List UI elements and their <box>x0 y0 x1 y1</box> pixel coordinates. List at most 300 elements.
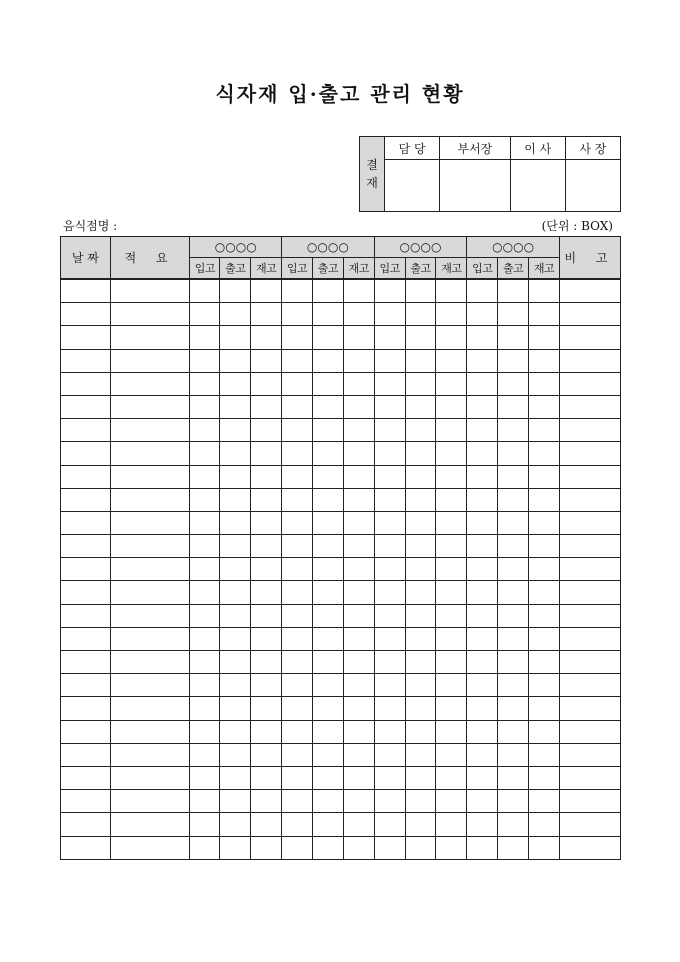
table-cell[interactable] <box>251 697 282 720</box>
table-cell[interactable] <box>61 651 111 674</box>
table-cell[interactable] <box>282 743 313 766</box>
table-cell[interactable] <box>220 465 251 488</box>
table-cell[interactable] <box>190 419 220 442</box>
table-cell[interactable] <box>374 674 405 697</box>
table-cell[interactable] <box>61 720 111 743</box>
table-cell[interactable] <box>312 372 343 395</box>
table-cell[interactable] <box>498 697 529 720</box>
table-cell[interactable] <box>498 720 529 743</box>
table-cell[interactable] <box>405 372 436 395</box>
table-cell[interactable] <box>312 790 343 813</box>
table-cell[interactable] <box>529 836 560 859</box>
table-cell[interactable] <box>190 627 220 650</box>
table-cell[interactable] <box>343 627 374 650</box>
table-cell[interactable] <box>110 511 190 534</box>
table-cell[interactable] <box>190 581 220 604</box>
table-cell[interactable] <box>110 743 190 766</box>
table-cell[interactable] <box>110 535 190 558</box>
signature-cell[interactable] <box>385 160 440 212</box>
table-cell[interactable] <box>559 372 620 395</box>
table-cell[interactable] <box>467 651 498 674</box>
table-cell[interactable] <box>498 558 529 581</box>
table-cell[interactable] <box>405 395 436 418</box>
table-cell[interactable] <box>190 442 220 465</box>
table-cell[interactable] <box>374 395 405 418</box>
table-cell[interactable] <box>405 720 436 743</box>
table-cell[interactable] <box>220 836 251 859</box>
table-cell[interactable] <box>282 697 313 720</box>
table-cell[interactable] <box>312 697 343 720</box>
table-cell[interactable] <box>498 813 529 836</box>
table-cell[interactable] <box>405 303 436 326</box>
table-cell[interactable] <box>374 627 405 650</box>
table-cell[interactable] <box>529 303 560 326</box>
table-cell[interactable] <box>282 836 313 859</box>
table-cell[interactable] <box>251 349 282 372</box>
table-cell[interactable] <box>529 674 560 697</box>
table-cell[interactable] <box>467 419 498 442</box>
table-cell[interactable] <box>343 488 374 511</box>
table-cell[interactable] <box>61 790 111 813</box>
table-cell[interactable] <box>559 836 620 859</box>
table-cell[interactable] <box>190 511 220 534</box>
table-cell[interactable] <box>220 372 251 395</box>
table-cell[interactable] <box>374 813 405 836</box>
table-cell[interactable] <box>498 326 529 349</box>
table-cell[interactable] <box>436 790 467 813</box>
table-cell[interactable] <box>436 535 467 558</box>
table-cell[interactable] <box>467 442 498 465</box>
table-cell[interactable] <box>529 372 560 395</box>
table-cell[interactable] <box>529 395 560 418</box>
table-cell[interactable] <box>251 604 282 627</box>
table-cell[interactable] <box>110 465 190 488</box>
table-cell[interactable] <box>251 558 282 581</box>
table-cell[interactable] <box>282 395 313 418</box>
table-cell[interactable] <box>498 303 529 326</box>
table-cell[interactable] <box>110 604 190 627</box>
table-cell[interactable] <box>312 303 343 326</box>
table-cell[interactable] <box>110 766 190 789</box>
table-cell[interactable] <box>110 720 190 743</box>
table-cell[interactable] <box>343 697 374 720</box>
table-cell[interactable] <box>282 349 313 372</box>
table-cell[interactable] <box>467 766 498 789</box>
table-cell[interactable] <box>405 326 436 349</box>
table-cell[interactable] <box>374 442 405 465</box>
table-cell[interactable] <box>343 790 374 813</box>
table-cell[interactable] <box>405 790 436 813</box>
table-cell[interactable] <box>61 349 111 372</box>
table-cell[interactable] <box>282 511 313 534</box>
table-cell[interactable] <box>498 465 529 488</box>
table-cell[interactable] <box>251 442 282 465</box>
table-cell[interactable] <box>220 651 251 674</box>
signature-cell[interactable] <box>440 160 510 212</box>
table-cell[interactable] <box>61 326 111 349</box>
table-cell[interactable] <box>467 627 498 650</box>
table-cell[interactable] <box>343 558 374 581</box>
table-cell[interactable] <box>282 720 313 743</box>
table-cell[interactable] <box>312 836 343 859</box>
table-cell[interactable] <box>110 279 190 303</box>
table-cell[interactable] <box>529 326 560 349</box>
table-cell[interactable] <box>374 349 405 372</box>
table-cell[interactable] <box>374 651 405 674</box>
table-cell[interactable] <box>405 674 436 697</box>
table-cell[interactable] <box>467 279 498 303</box>
table-cell[interactable] <box>282 279 313 303</box>
table-cell[interactable] <box>251 627 282 650</box>
table-cell[interactable] <box>110 627 190 650</box>
table-cell[interactable] <box>282 790 313 813</box>
table-cell[interactable] <box>529 558 560 581</box>
table-cell[interactable] <box>220 558 251 581</box>
table-cell[interactable] <box>282 535 313 558</box>
table-cell[interactable] <box>282 442 313 465</box>
table-cell[interactable] <box>559 697 620 720</box>
table-cell[interactable] <box>374 836 405 859</box>
table-cell[interactable] <box>190 395 220 418</box>
table-cell[interactable] <box>251 488 282 511</box>
table-cell[interactable] <box>251 813 282 836</box>
table-cell[interactable] <box>498 349 529 372</box>
table-cell[interactable] <box>405 349 436 372</box>
table-cell[interactable] <box>312 766 343 789</box>
table-cell[interactable] <box>110 488 190 511</box>
table-cell[interactable] <box>312 488 343 511</box>
table-cell[interactable] <box>436 651 467 674</box>
table-cell[interactable] <box>374 558 405 581</box>
table-cell[interactable] <box>498 836 529 859</box>
table-cell[interactable] <box>559 674 620 697</box>
table-cell[interactable] <box>436 743 467 766</box>
table-cell[interactable] <box>436 581 467 604</box>
table-cell[interactable] <box>374 581 405 604</box>
table-cell[interactable] <box>343 535 374 558</box>
table-cell[interactable] <box>282 813 313 836</box>
table-cell[interactable] <box>282 766 313 789</box>
table-cell[interactable] <box>529 349 560 372</box>
table-cell[interactable] <box>190 303 220 326</box>
table-cell[interactable] <box>529 720 560 743</box>
table-cell[interactable] <box>220 697 251 720</box>
table-cell[interactable] <box>498 488 529 511</box>
table-cell[interactable] <box>220 303 251 326</box>
table-cell[interactable] <box>467 535 498 558</box>
table-cell[interactable] <box>405 419 436 442</box>
table-cell[interactable] <box>405 743 436 766</box>
table-cell[interactable] <box>436 511 467 534</box>
table-cell[interactable] <box>498 651 529 674</box>
table-cell[interactable] <box>110 442 190 465</box>
table-cell[interactable] <box>467 465 498 488</box>
table-cell[interactable] <box>374 372 405 395</box>
table-cell[interactable] <box>190 720 220 743</box>
table-cell[interactable] <box>436 558 467 581</box>
table-cell[interactable] <box>220 766 251 789</box>
table-cell[interactable] <box>436 627 467 650</box>
table-cell[interactable] <box>61 395 111 418</box>
table-cell[interactable] <box>110 349 190 372</box>
table-cell[interactable] <box>529 442 560 465</box>
table-cell[interactable] <box>220 604 251 627</box>
table-cell[interactable] <box>251 279 282 303</box>
table-cell[interactable] <box>190 326 220 349</box>
table-cell[interactable] <box>312 651 343 674</box>
table-cell[interactable] <box>343 604 374 627</box>
table-cell[interactable] <box>343 442 374 465</box>
table-cell[interactable] <box>467 743 498 766</box>
table-cell[interactable] <box>498 419 529 442</box>
table-cell[interactable] <box>374 790 405 813</box>
table-cell[interactable] <box>190 465 220 488</box>
table-cell[interactable] <box>220 674 251 697</box>
table-cell[interactable] <box>312 279 343 303</box>
table-cell[interactable] <box>343 465 374 488</box>
table-cell[interactable] <box>559 581 620 604</box>
table-cell[interactable] <box>529 488 560 511</box>
table-cell[interactable] <box>312 442 343 465</box>
table-cell[interactable] <box>436 349 467 372</box>
table-cell[interactable] <box>374 535 405 558</box>
table-cell[interactable] <box>343 419 374 442</box>
table-cell[interactable] <box>436 326 467 349</box>
table-cell[interactable] <box>251 581 282 604</box>
table-cell[interactable] <box>312 813 343 836</box>
table-cell[interactable] <box>436 372 467 395</box>
table-cell[interactable] <box>61 697 111 720</box>
table-cell[interactable] <box>467 581 498 604</box>
table-cell[interactable] <box>251 419 282 442</box>
table-cell[interactable] <box>498 372 529 395</box>
table-cell[interactable] <box>559 511 620 534</box>
table-cell[interactable] <box>110 836 190 859</box>
table-cell[interactable] <box>374 511 405 534</box>
table-cell[interactable] <box>529 535 560 558</box>
table-cell[interactable] <box>374 465 405 488</box>
table-cell[interactable] <box>220 442 251 465</box>
table-cell[interactable] <box>405 581 436 604</box>
table-cell[interactable] <box>559 743 620 766</box>
table-cell[interactable] <box>405 836 436 859</box>
table-cell[interactable] <box>405 558 436 581</box>
table-cell[interactable] <box>405 697 436 720</box>
table-cell[interactable] <box>467 349 498 372</box>
table-cell[interactable] <box>343 674 374 697</box>
table-cell[interactable] <box>61 743 111 766</box>
table-cell[interactable] <box>343 326 374 349</box>
table-cell[interactable] <box>405 511 436 534</box>
table-cell[interactable] <box>498 743 529 766</box>
table-cell[interactable] <box>110 419 190 442</box>
table-cell[interactable] <box>220 790 251 813</box>
table-cell[interactable] <box>220 813 251 836</box>
table-cell[interactable] <box>61 419 111 442</box>
table-cell[interactable] <box>498 627 529 650</box>
table-cell[interactable] <box>251 743 282 766</box>
table-cell[interactable] <box>190 743 220 766</box>
table-cell[interactable] <box>251 535 282 558</box>
table-cell[interactable] <box>559 395 620 418</box>
table-cell[interactable] <box>498 535 529 558</box>
table-cell[interactable] <box>282 303 313 326</box>
table-cell[interactable] <box>190 766 220 789</box>
table-cell[interactable] <box>220 627 251 650</box>
table-cell[interactable] <box>61 442 111 465</box>
table-cell[interactable] <box>282 419 313 442</box>
table-cell[interactable] <box>343 743 374 766</box>
table-cell[interactable] <box>343 720 374 743</box>
table-cell[interactable] <box>436 442 467 465</box>
table-cell[interactable] <box>405 813 436 836</box>
table-cell[interactable] <box>190 790 220 813</box>
table-cell[interactable] <box>343 766 374 789</box>
table-cell[interactable] <box>559 488 620 511</box>
table-cell[interactable] <box>282 558 313 581</box>
table-cell[interactable] <box>343 836 374 859</box>
table-cell[interactable] <box>529 790 560 813</box>
table-cell[interactable] <box>529 697 560 720</box>
table-cell[interactable] <box>312 627 343 650</box>
table-cell[interactable] <box>110 303 190 326</box>
table-cell[interactable] <box>405 279 436 303</box>
table-cell[interactable] <box>467 790 498 813</box>
table-cell[interactable] <box>467 813 498 836</box>
table-cell[interactable] <box>282 488 313 511</box>
table-cell[interactable] <box>61 766 111 789</box>
table-cell[interactable] <box>467 511 498 534</box>
table-cell[interactable] <box>374 303 405 326</box>
table-cell[interactable] <box>467 372 498 395</box>
table-cell[interactable] <box>559 790 620 813</box>
table-cell[interactable] <box>343 511 374 534</box>
table-cell[interactable] <box>343 279 374 303</box>
table-cell[interactable] <box>220 743 251 766</box>
table-cell[interactable] <box>110 674 190 697</box>
table-cell[interactable] <box>61 558 111 581</box>
table-cell[interactable] <box>559 326 620 349</box>
table-cell[interactable] <box>498 442 529 465</box>
table-cell[interactable] <box>559 303 620 326</box>
table-cell[interactable] <box>343 651 374 674</box>
table-cell[interactable] <box>405 651 436 674</box>
table-cell[interactable] <box>559 813 620 836</box>
table-cell[interactable] <box>61 279 111 303</box>
table-cell[interactable] <box>436 465 467 488</box>
table-cell[interactable] <box>190 674 220 697</box>
table-cell[interactable] <box>559 465 620 488</box>
table-cell[interactable] <box>110 813 190 836</box>
table-cell[interactable] <box>529 419 560 442</box>
table-cell[interactable] <box>110 372 190 395</box>
table-cell[interactable] <box>251 790 282 813</box>
table-cell[interactable] <box>190 697 220 720</box>
table-cell[interactable] <box>312 581 343 604</box>
table-cell[interactable] <box>405 766 436 789</box>
table-cell[interactable] <box>220 720 251 743</box>
table-cell[interactable] <box>529 511 560 534</box>
table-cell[interactable] <box>529 813 560 836</box>
table-cell[interactable] <box>436 766 467 789</box>
table-cell[interactable] <box>436 395 467 418</box>
table-cell[interactable] <box>61 627 111 650</box>
table-cell[interactable] <box>343 813 374 836</box>
table-cell[interactable] <box>559 558 620 581</box>
table-cell[interactable] <box>343 303 374 326</box>
table-cell[interactable] <box>61 511 111 534</box>
table-cell[interactable] <box>436 720 467 743</box>
table-cell[interactable] <box>559 349 620 372</box>
table-cell[interactable] <box>529 581 560 604</box>
table-cell[interactable] <box>282 627 313 650</box>
table-cell[interactable] <box>220 279 251 303</box>
table-cell[interactable] <box>436 303 467 326</box>
table-cell[interactable] <box>251 511 282 534</box>
table-cell[interactable] <box>251 303 282 326</box>
table-cell[interactable] <box>190 279 220 303</box>
table-cell[interactable] <box>436 813 467 836</box>
table-cell[interactable] <box>312 395 343 418</box>
table-cell[interactable] <box>343 372 374 395</box>
table-cell[interactable] <box>220 395 251 418</box>
table-cell[interactable] <box>467 836 498 859</box>
table-cell[interactable] <box>110 326 190 349</box>
table-cell[interactable] <box>110 790 190 813</box>
table-cell[interactable] <box>110 697 190 720</box>
table-cell[interactable] <box>190 535 220 558</box>
table-cell[interactable] <box>190 488 220 511</box>
table-cell[interactable] <box>312 558 343 581</box>
table-cell[interactable] <box>529 279 560 303</box>
table-cell[interactable] <box>374 743 405 766</box>
table-cell[interactable] <box>374 279 405 303</box>
table-cell[interactable] <box>61 674 111 697</box>
table-cell[interactable] <box>529 604 560 627</box>
table-cell[interactable] <box>405 627 436 650</box>
table-cell[interactable] <box>374 604 405 627</box>
table-cell[interactable] <box>110 395 190 418</box>
table-cell[interactable] <box>251 651 282 674</box>
table-cell[interactable] <box>498 511 529 534</box>
table-cell[interactable] <box>282 674 313 697</box>
table-cell[interactable] <box>220 326 251 349</box>
table-cell[interactable] <box>559 535 620 558</box>
table-cell[interactable] <box>467 720 498 743</box>
table-cell[interactable] <box>190 836 220 859</box>
table-cell[interactable] <box>312 604 343 627</box>
table-cell[interactable] <box>529 651 560 674</box>
table-cell[interactable] <box>251 720 282 743</box>
table-cell[interactable] <box>529 766 560 789</box>
table-cell[interactable] <box>282 465 313 488</box>
table-cell[interactable] <box>374 326 405 349</box>
table-cell[interactable] <box>61 303 111 326</box>
table-cell[interactable] <box>405 604 436 627</box>
table-cell[interactable] <box>282 651 313 674</box>
table-cell[interactable] <box>251 326 282 349</box>
table-cell[interactable] <box>436 697 467 720</box>
table-cell[interactable] <box>498 279 529 303</box>
table-cell[interactable] <box>405 465 436 488</box>
table-cell[interactable] <box>312 743 343 766</box>
table-cell[interactable] <box>436 836 467 859</box>
table-cell[interactable] <box>282 581 313 604</box>
table-cell[interactable] <box>251 766 282 789</box>
table-cell[interactable] <box>61 488 111 511</box>
table-cell[interactable] <box>190 349 220 372</box>
table-cell[interactable] <box>498 766 529 789</box>
